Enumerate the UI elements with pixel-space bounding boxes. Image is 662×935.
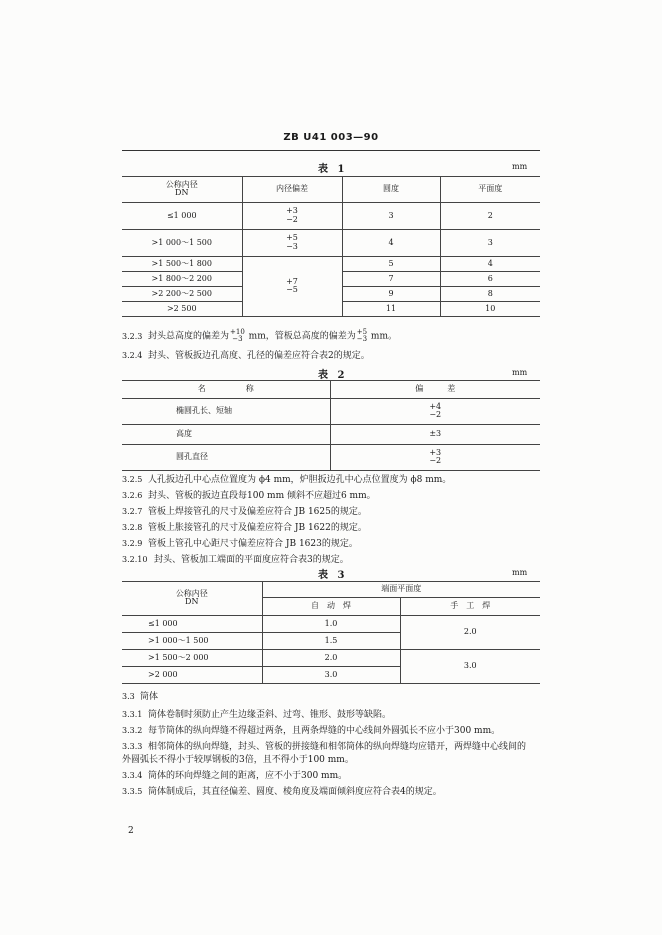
table2-unit: mm [512,368,528,377]
para-text: 封头、管板的扳边直段每100 mm 倾斜不应超过6 mm。 [148,491,376,501]
table1-roundness: 7 [342,272,440,287]
para-text: 筒体卷制时须防止产生边缘歪斜、过弯、锥形、鼓形等缺陷。 [148,710,392,720]
para-number: 3.2.5 [122,475,143,484]
para-number: 3.3.3 [122,742,143,751]
para-text: 外圆弧长不得小于较厚钢板的3倍，且不得小于100 mm。 [122,755,354,765]
para-3-2-3 [122,329,397,343]
table1-flatness: 3 [440,230,540,257]
para-text: 每节筒体的纵向焊缝不得超过两条，且两条焊缝的中心线间外圆弧长不应小于300 mm。 [148,726,501,736]
para-number: 3.2.4 [122,351,143,360]
para-number: 3.2.8 [122,523,143,532]
para-number: 3.3.4 [122,771,143,780]
table3-auto: 1.0 [262,616,400,633]
section-3-3 [122,691,158,703]
table3-header-dn: 公称内径 DN [122,582,262,616]
section-title: 筒体 [140,692,159,702]
table3-dn: >1 000～1 500 [122,633,262,650]
table2 [122,380,540,471]
height-tolerance-fraction: +5 −3 [356,328,368,343]
table3 [122,581,540,684]
para-text: 封头总高度的偏差为 [148,331,230,342]
para-3-3-3 [122,741,526,753]
table1-merged-dev: +7 −5 [242,257,342,317]
table3-auto: 1.5 [262,633,400,650]
table1-flatness: 2 [440,203,540,230]
para-text: 筒体制成后，其直径偏差、圆度、棱角度及端面倾斜度应符合表4的规定。 [148,787,442,797]
table1-flatness: 6 [440,272,540,287]
table-row [122,445,540,471]
table3-manual: 3.0 [400,650,540,684]
para-number: 3.2.10 [122,555,148,564]
table1-roundness: 9 [342,287,440,302]
table1-header-dn: 公称内径 DN [122,177,242,203]
para-3-2-10 [122,554,349,566]
para-number: 3.3.5 [122,787,143,796]
table-row [122,425,540,445]
para-text: mm，管板总高度的偏差为 [245,331,356,342]
para-number: 3.2.7 [122,507,143,516]
table3-auto: 2.0 [262,650,400,667]
page-number: 2 [128,826,134,836]
table2-dev: +3 −2 [330,445,540,471]
table1-flatness: 4 [440,257,540,272]
table1-dn: >1 800～2 200 [122,272,242,287]
table2-name: 圆孔直径 [122,445,330,471]
table1-dev: +5 −3 [242,230,342,257]
table1-dn: >1 500～1 800 [122,257,242,272]
para-text: 管板上胀接管孔的尺寸及偏差应符合 JB 1622的规定。 [148,523,367,533]
table1-roundness: 4 [342,230,440,257]
para-text: 管板上管孔中心距尺寸偏差应符合 JB 1623的规定。 [148,539,358,549]
table-row [122,399,540,425]
table-row [122,230,540,257]
table3-dn: >2 000 [122,667,262,684]
para-number: 3.2.3 [122,331,143,341]
para-number: 3.2.9 [122,539,143,548]
table1-dn: >2 200～2 500 [122,287,242,302]
table2-header-name: 名 称 [122,381,330,399]
para-text: mm。 [368,331,397,342]
para-text: 封头、管板加工端面的平面度应符合表3的规定。 [154,555,349,565]
table3-dn: ≤1 000 [122,616,262,633]
table1-header-roundness: 圆度 [342,177,440,203]
para-3-3-4 [122,770,347,782]
table2-name: 高度 [122,425,330,445]
para-3-2-7 [122,506,367,518]
table-row [122,616,540,633]
table1-roundness: 5 [342,257,440,272]
table1-flatness: 8 [440,287,540,302]
table-row [122,650,540,667]
para-number: 3.2.6 [122,491,143,500]
para-3-2-8 [122,522,367,534]
table2-name: 椭圆孔长、短轴 [122,399,330,425]
para-text: 管板上焊接管孔的尺寸及偏差应符合 JB 1625的规定。 [148,507,367,517]
para-3-3-3-cont [122,754,354,766]
table-row [122,203,540,230]
table3-header-manual: 手 工 焊 [400,598,540,616]
para-text: 相邻筒体的纵向焊缝，封头、管板的拼接缝和相邻筒体的纵向焊缝均应错开，两焊缝中心线间的 [148,742,527,752]
table1-roundness: 11 [342,302,440,317]
para-3-3-1 [122,709,391,721]
table3-unit: mm [512,568,528,577]
table3-caption: 表 3 [318,570,348,581]
para-3-2-4 [122,350,370,362]
table1-flatness: 10 [440,302,540,317]
table1 [122,176,540,317]
table-row [122,257,540,272]
table1-roundness: 3 [342,203,440,230]
table2-dev: +4 −2 [330,399,540,425]
table3-header-group: 端面平面度 [262,582,540,598]
para-number: 3.3.2 [122,726,143,735]
table1-dev: +3 −2 [242,203,342,230]
height-tolerance-fraction: +10 −3 [230,328,245,343]
table3-manual: 2.0 [400,616,540,650]
para-number: 3.3.1 [122,710,143,719]
table3-auto: 3.0 [262,667,400,684]
table1-header-flatness: 平面度 [440,177,540,203]
table1-dn: >2 500 [122,302,242,317]
section-number: 3.3 [122,692,135,701]
para-text: 封头、管板扳边孔高度、孔径的偏差应符合表2的规定。 [148,351,370,361]
para-3-3-2 [122,725,500,737]
table1-dn: ≤1 000 [122,203,242,230]
table2-caption: 表 2 [318,370,348,381]
para-3-2-6 [122,490,376,502]
para-text: 筒体的环向焊缝之间的距离，应不小于300 mm。 [148,771,348,781]
table1-unit: mm [512,162,528,171]
table1-dn: >1 000～1 500 [122,230,242,257]
table3-header-auto: 自 动 焊 [262,598,400,616]
table1-header-dev: 内径偏差 [242,177,342,203]
standard-code: ZB U41 003—90 [283,132,379,143]
table1-caption: 表 1 [318,164,348,175]
table2-header-dev: 偏 差 [330,381,540,399]
para-3-2-5 [122,474,451,486]
table2-dev: ±3 [330,425,540,445]
para-text: 人孔扳边孔中心点位置度为 ϕ4 mm，炉胆扳边孔中心点位置度为 ϕ8 mm。 [148,475,452,485]
para-3-3-5 [122,786,442,798]
table3-dn: >1 500～2 000 [122,650,262,667]
para-3-2-9 [122,538,358,550]
header-rule [122,150,540,151]
